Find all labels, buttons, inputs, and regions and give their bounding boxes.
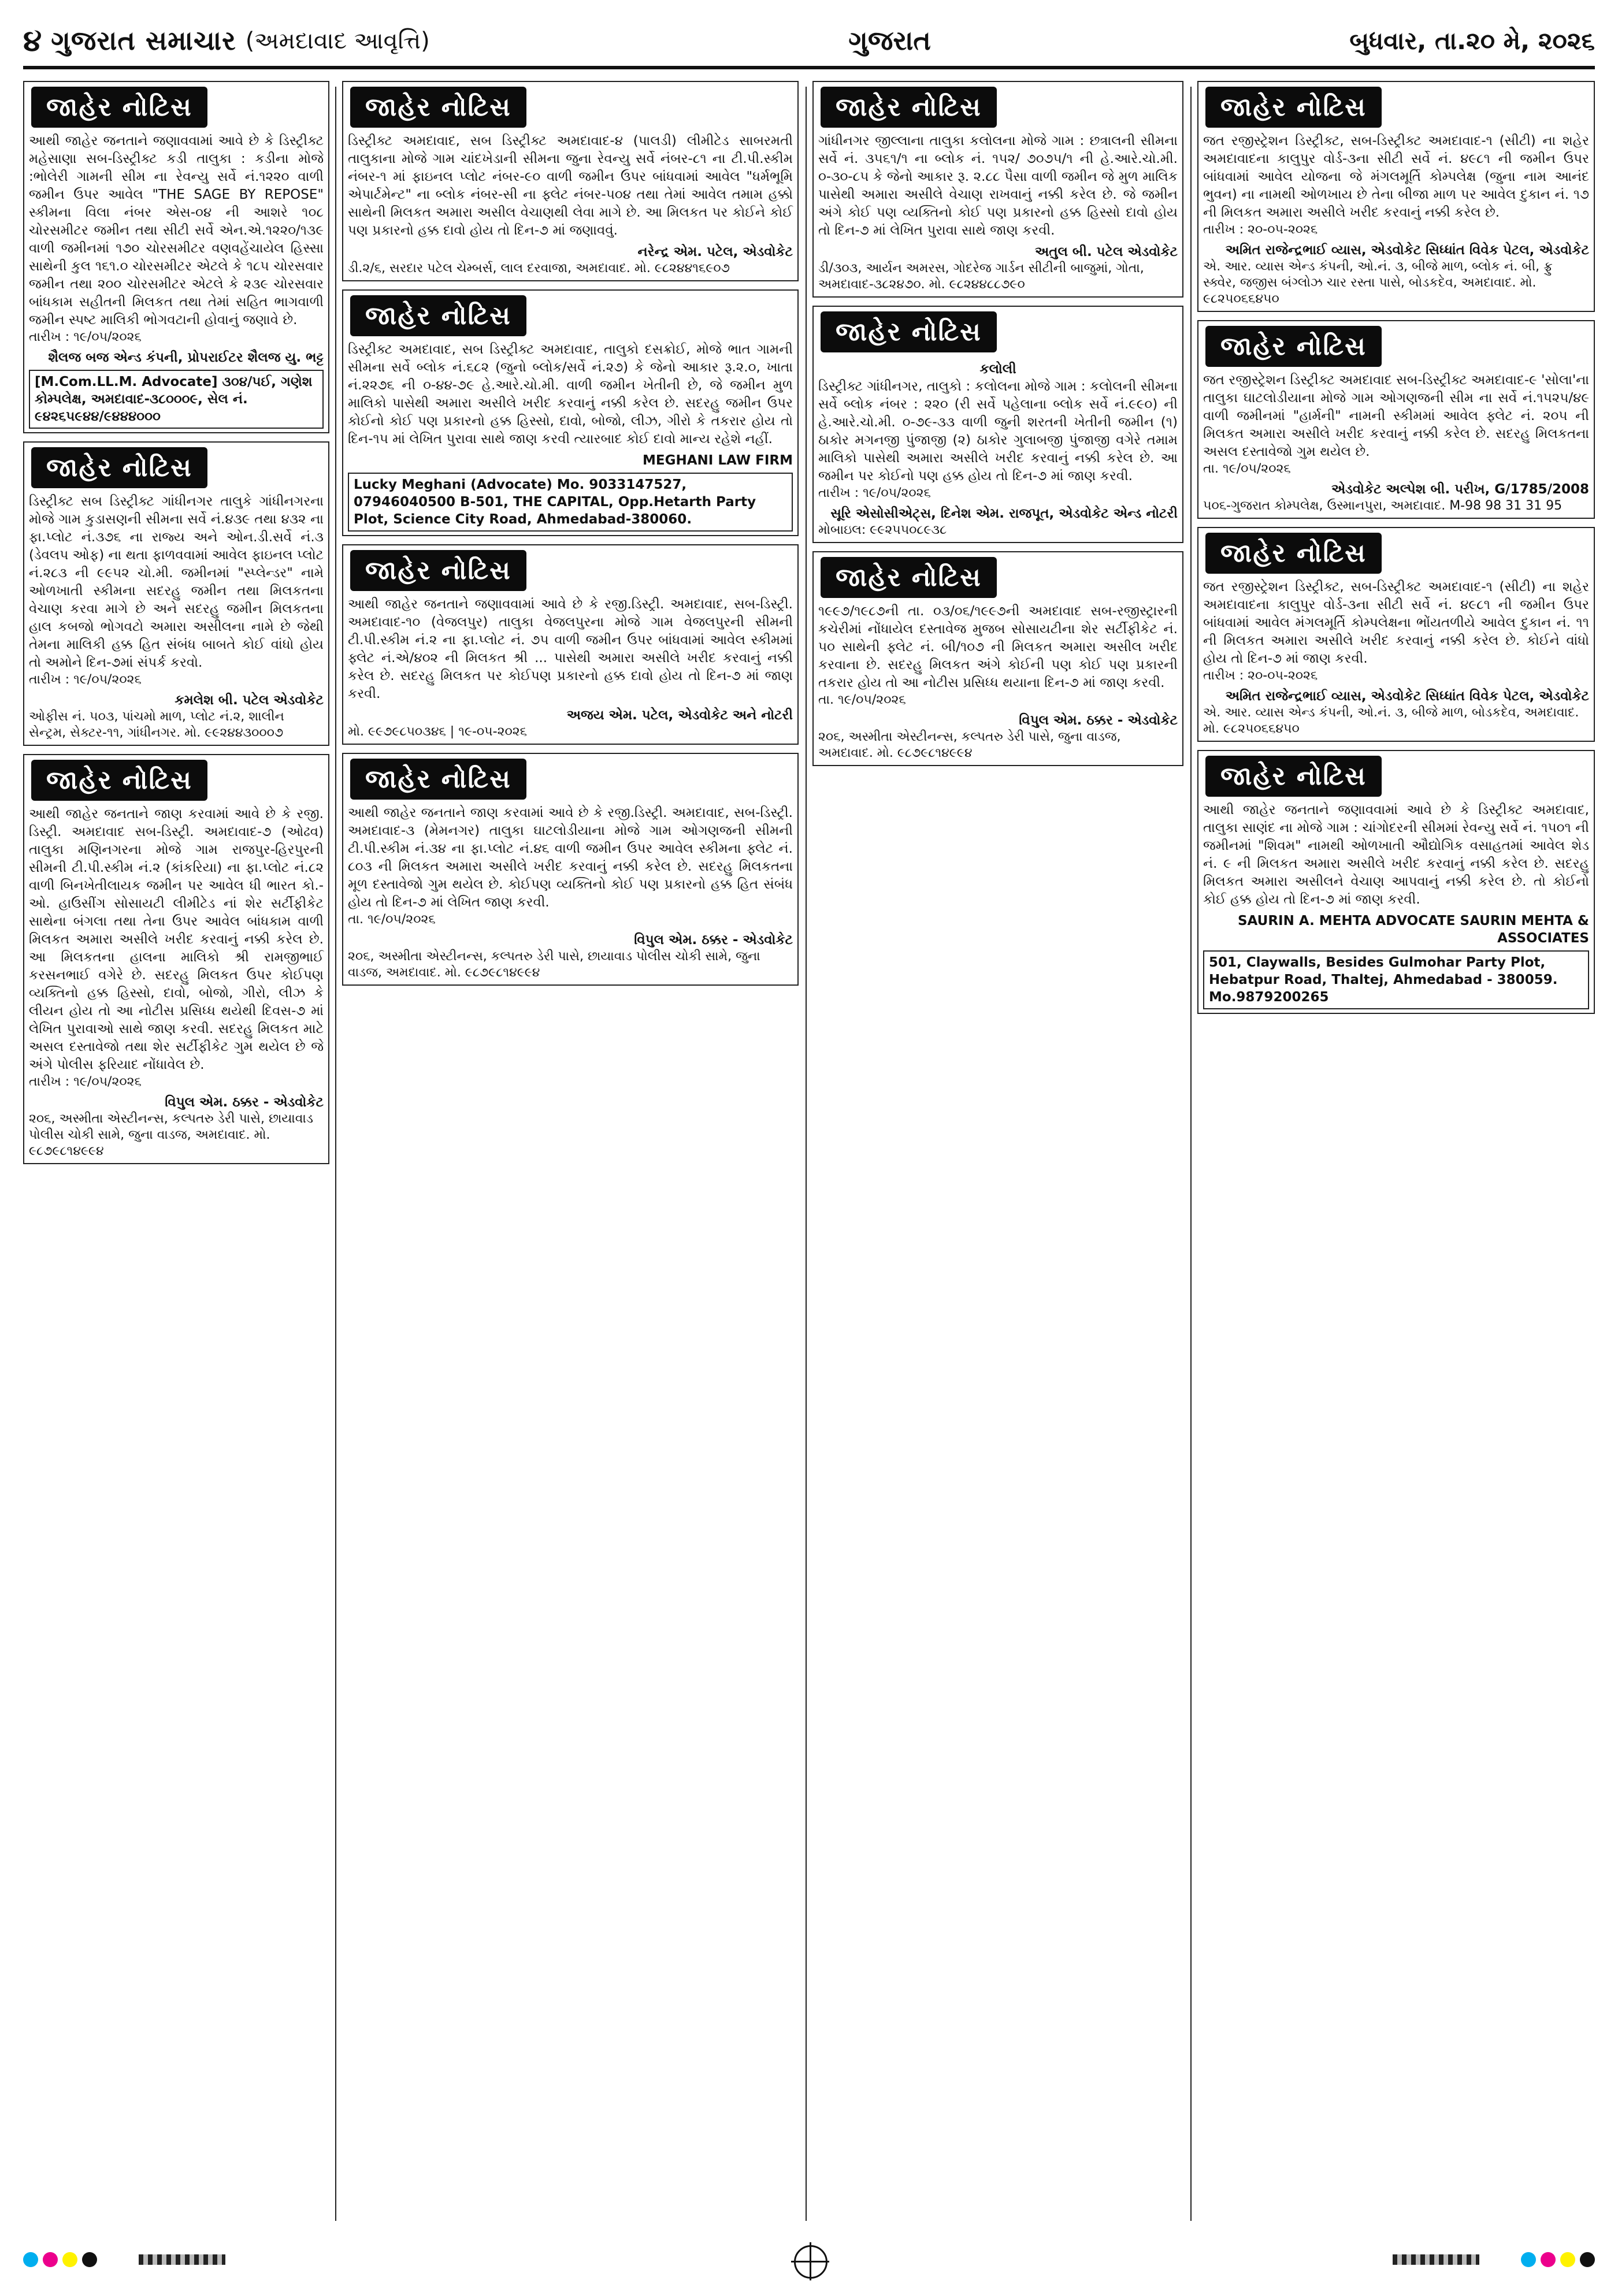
registration-mark-icon (794, 2245, 827, 2279)
notice-body: આથી જાહેર જનતાને જાણ કરવામાં આવે છે કે રજી.ડિસ્ટ્રી. અમદાવાદ, સબ-ડિસ્ટ્રી. અમદાવાદ-૩ (મેમનગર) તાલુકા ઘાટલોડીયાના મોજે ગામ ઓગણજની સીમની ટી.પી.સ્કીમ નં.૩૪ ના ફા.પ્લોટ નં.૪૬ વાળી જમીન ઉપર આવેલ સ્કીમના ફ્લેટ નં. ૮૦૩ ની મિલકત અમારા અસીલે ખરીદ કરવાનું નક્કી કરેલ છે. સદરહુ મિલકતના મૂળ દસ્તાવેજો ગુમ થયેલ છે. કોઈપણ વ્યક્તિનો કોઈ પણ પ્રકારનો હક્ક હિત સંબંધ હોય તો દિન-૭ માં લેખિત જાણ કરવી. (348, 805, 793, 910)
public-notice-ad (812, 551, 1183, 766)
public-notice-ad (812, 81, 1183, 298)
notice-date: તારીખ : ૧૯/૦૫/૨૦૨૬ (29, 1075, 142, 1089)
public-notice-ad (342, 81, 799, 281)
notice-heading: જાહેર નોટિસ (821, 87, 997, 128)
tone-strip (139, 2254, 225, 2265)
masthead (23, 16, 1595, 69)
notice-date: તારીખ : ૨૦-૦૫-૨૦૨૬ (1203, 668, 1318, 683)
notice-heading: જાહેર નોટિસ (350, 759, 526, 800)
advocate-address: 501, Claywalls, Besides Gulmohar Party Plot, Hebatpur Road, Thaltej, Ahmedabad - 380059. Mo.9879200265 (1203, 950, 1589, 1009)
notice-body: જત રજીસ્ટ્રેશન ડિસ્ટ્રીક્ટ, સબ-ડિસ્ટ્રીક્ટ અમદાવાદ-૧ (સીટી) ના શહેર અમદાવાદના કાલુપુર વોર્ડ-૩ના સીટી સર્વે નં. ૪૯૮૧ ની જમીન ઉપર બાંધવામાં આવેલ યોજના જે મંગલમૂર્તિ કોમ્પલેક્ષ (જુના નામ આનંદ ભુવન) ના નામથી ઓળખાય છે તેના બીજા માળ પર આવેલ દુકાન નં. ૧૭ ની મિલકત અમારા અસીલે ખરીદ કરવાનું નક્કી કરેલ છે. (1203, 133, 1589, 220)
black-dot (82, 2252, 97, 2267)
public-notice-ad (1197, 81, 1595, 312)
color-dots-left (23, 2252, 97, 2267)
notice-signature: નરેન્દ્ર એમ. પટેલ, એડવોકેટ (637, 244, 793, 259)
notice-signature: વિપુલ એમ. ઠક્કર - એડવોકેટ (165, 1095, 324, 1110)
notice-heading: જાહેર નોટિસ (31, 760, 207, 801)
public-notice-ad (812, 306, 1183, 543)
notice-body: ગાંધીનગર જીલ્લાના તાલુકા કલોલના મોજે ગામ : છત્રાલની સીમના સર્વે નં. ૩૫૬૧/૧ ના બ્લોક નં. ૧૫૨/ ૭૦૭૫/૧ ની હે.આરે.ચો.મી. ૦-૩૦-૮૫ કે જેનો આકાર રૂ. ૨.૮૮ પૈસા વાળી જમીન જે મુળ માલિક પાસેથી અમારા અસીલે વેચાણ રાખવાનું નક્કી કરેલ છે. જે જમીન અંગે કોઈ પણ વ્યક્તિનો કોઈ પણ પ્રકારનો હક્ક હિસ્સો દાવો હોય તો દિન-૭ માં લેખિત પુરાવા સાથે જાણ કરવી. (818, 133, 1178, 238)
notice-date: તારીખ : ૨૦-૦૫-૨૦૨૬ (1203, 222, 1318, 237)
notice-body: આથી જાહેર જનતાને જણાવવામાં આવે છે કે રજી.ડિસ્ટ્રી. અમદાવાદ, સબ-ડિસ્ટ્રી. અમદાવાદ-૧૦ (વેજલપુર) તાલુકા વેજલપુરના મોજે ગામ વેજલપુરની સીમની ટી.પી.સ્કીમ નં.૨ ના ફા.પ્લોટ નં. ૭૫ વાળી જમીન ઉપર બાંધવામાં આવેલ સ્કીમમાં ફ્લેટ નં.એ/૪૦૨ ની મિલકત શ્રી ... પાસેથી અમારા અસીલે ખરીદ કરવાનું નક્કી કરેલ છે. સદરહુ મિલકત પર કોઈપણ પ્રકારનો હક્ક દાવો હોય તો દિન-૭ માં જાણ કરવી. (348, 597, 793, 701)
notice-body: ડિસ્ટ્રીક્ટ અમદાવાદ, સબ ડિસ્ટ્રીક્ટ અમદાવાદ-૪ (પાલડી) લીમીટેડ સાબરમતી તાલુકાના મોજે ગામ ચાંદખેડાની સીમના જુના રેવન્યુ સર્વે નંબર-૮૧ ના ટી.પી.સ્કીમ નંબર-૧ માં ફાઇનલ પ્લોટ નંબર-૯૦ વાળી જમીન ઉપર બાંધવામાં આવેલ "ધર્મભૂમિ એપાર્ટમેન્ટ" ના બ્લોક નંબર-સી ના ફ્લેટ નંબર-૫૦૪ તથા તેમાં આવેલ તમામ હક્કો સાથેની મિલકત અમારા અસીલ વેચાણથી લેવા માગે છે. આ મિલકત પર કોઈને કોઈ પણ પ્રકારનો હક્ક દાવો હોય તો દિન-૭ માં જણાવવું. (348, 133, 793, 238)
notice-signature: સૂરિ એસોસીએટ્સ, દિનેશ એમ. રાજપૂત, એડવોકેટ એન્ડ નોટરી (830, 506, 1178, 521)
public-notice-ad (1197, 320, 1595, 519)
public-notice-ad (342, 289, 799, 536)
public-notice-ad (23, 81, 329, 433)
public-notice-ad (342, 753, 799, 986)
notice-date: તારીખ : ૧૯/૦૫/૨૦૨૬ (818, 486, 931, 500)
notice-signature: શૈલજ બજ એન્ડ કંપની, પ્રોપરાઈટર શૈલજ યુ. ભટ્ટ (48, 350, 324, 365)
advocate-address: મોબાઇલ: ૯૯૨૫૫૦૮૯૩૮ (818, 523, 947, 537)
magenta-dot (43, 2252, 58, 2267)
column-2 (342, 81, 799, 2228)
notice-signature: SAURIN A. MEHTA ADVOCATE SAURIN MEHTA & ASSOCIATES (1237, 913, 1589, 946)
notice-signature: અતુલ બી. પટેલ એડવોકેટ (1034, 244, 1178, 259)
notice-signature: અમિત રાજેન્દ્રભાઈ વ્યાસ, એડવોકેટ સિધ્ધાંત વિવેક પેટલ, એડવોકેટ (1225, 243, 1589, 258)
notice-heading: જાહેર નોટિસ (350, 295, 526, 336)
notice-date: તારીખ : ૧૯/૦૫/૨૦૨૬ (29, 330, 142, 344)
notice-signature: MEGHANI LAW FIRM (642, 453, 793, 468)
notice-signature: વિપુલ એમ. ઠક્કર - એડવોકેટ (634, 932, 793, 948)
yellow-dot (62, 2252, 77, 2267)
notice-body: આથી જાહેર જનતાને જણાવવામાં આવે છે કે ડિસ્ટ્રીક્ટ અમદાવાદ, તાલુકા સાણંદ ના મોજે ગામ : ચાંગોદરની સીમમાં રેવન્યુ સર્વે નં. ૧૫૦૧ ની જમીનમાં "શિવમ" નામથી ઓળખાતી ઔદ્યોગિક વસાહતમાં આવેલ શેડ નં. ૯ ની મિલકત અમારા અસીલે ખરીદ કરવાનું નક્કી કરેલ છે. સદરહુ મિલકત અમારા અસીલને વેચાણ આપવાનું નક્કી કરેલ છે. તો કોઈનો કોઈ હક્ક હોય તો દિન-૭ માં જાણ કરવી. (1203, 803, 1589, 907)
newspaper-title: ગુજરાત સમાચાર (51, 25, 236, 56)
advocate-address: [M.Com.LL.M. Advocate] ૩૦૪/૫ઈ, ગણેશ કોમ્પલેક્ષ, અમદાવાદ-૩૮૦૦૦૯, સેલ નં. ૯૪૨૬૫૯૪૪/૯૪૪૪૦૦૦ (29, 370, 324, 429)
page-number: ૪ (23, 23, 42, 58)
notice-heading: જાહેર નોટિસ (350, 87, 526, 128)
advocate-address: ૫૦૬-ગુજરાત કોમ્પલેક્ષ, ઉસ્માનપુરા, અમદાવાદ. M-98 98 31 31 95 (1203, 499, 1563, 513)
column-rule (1190, 87, 1192, 2221)
column-3 (812, 81, 1183, 2228)
notice-body: આથી જાહેર જનતાને જાણ કરવામાં આવે છે કે રજી. ડિસ્ટ્રી. અમદાવાદ સબ-ડિસ્ટ્રી. અમદાવાદ-૭ (ઓઢવ) તાલુકા મણિનગરના મોજે ગામ રાજપુર-હિરપુરની સીમની ટી.પી.સ્કીમ નં.૨ (કાંકરિયા) ના ફા.પ્લોટ નં.૮૨ વાળી બિનખેતીલાયક જમીન પર આવેલ ધી ભારત કો.-ઓ. હાઉસીંગ સોસાયટી લીમીટેડ નાં શેર સર્ટીફીકેટ સાથેના બંગલા તથા તેના ઉપર આવેલ બાંધકામ વાળી મિલકત અમારા અસીલે ખરીદ કરવાનું નક્કી કરેલ છે. આ મિલકતના હાલના માલિકો શ્રી રામજીભાઈ કરસનભાઈ વગેરે છે. સદરહુ મિલકત ઉપર કોઈપણ વ્યક્તિનો હક્ક હિસ્સો, દાવો, બોજો, ગીરો, લીઝ કે લીયન હોય તો આ નોટીસ પ્રસિધ્ધ થયેથી દિવસ-૭ માં લેખિત પુરાવાઓ સાથે જાણ કરવી. સદરહુ મિલકત માટે અસલ દસ્તાવેજો તથા શેર સર્ટીફીકેટ ગુમ થયેલ છે જે અંગે પોલીસ ફરિયાદ નોંધાવેલ છે. (29, 807, 324, 1072)
notice-heading: જાહેર નોટિસ (1205, 87, 1382, 128)
notice-body: ડિસ્ટ્રીક્ટ સબ ડિસ્ટ્રીક્ટ ગાંધીનગર તાલુકે ગાંધીનગરના મોજે ગામ કુડાસણની સીમના સર્વે નં.૪૩૯ તથા ૪૩૨ ના ફા.પ્લોટ નં.૩૭૬ ના રાજ્ય અને ઓન.ડી.સર્વે નં.૩ (ડેવલપ ઓફ) ના થતા ફાળવવામાં આવેલ ફાઇનલ પ્લોટ નં.૨૮૩ ની ૯૯૫૨ ચો.મી. જમીનમાં "સ્પ્લેન્ડર" નામે ઓળખાતી સ્કીમના સદરહુ જમીન તથા મિલકતના વેચાણ કરવા માગે છે અને સદરહુ જમીન મિલકતના હાલ કબજો ભોગવટો અમારા અસીલના નામે છે જેથી તેમના માલિકી હક્ક હિત સંબંધ બાબતે કોઈ વાંધો હોય તો અમોને દિન-૭માં સંપર્ક કરવો. (29, 494, 324, 670)
issue-date: બુધવાર, તા.૨૦ મે, ૨૦૨૬ (1349, 27, 1595, 55)
cyan-dot (1521, 2252, 1536, 2267)
advocate-address: મો. ૯૯૭૯૮૫૦૩૪૬ | ૧૯-૦૫-૨૦૨૬ (348, 725, 527, 739)
color-dots-right (1521, 2252, 1595, 2267)
notice-heading: જાહેર નોટિસ (350, 550, 526, 591)
public-notice-ad (342, 544, 799, 745)
column-rule (335, 87, 336, 2221)
public-notice-ad (23, 441, 329, 746)
black-dot (1580, 2252, 1595, 2267)
notice-heading: જાહેર નોટિસ (821, 311, 997, 352)
notice-body: ૧૯૯૭/૧૯૮૭ની તા. ૦૩/૦૬/૧૯૯૭ની અમદાવાદ સબ-રજીસ્ટ્રારની કચેરીમાં નોંધાયેલ દસ્તાવેજ મુજબ સોસાયટીના શેર સર્ટીફીકેટ નં. ૫૦ સાથેની ફ્લેટ નં. બી/૧૦૭ ની મિલકત અમારા અસીલ ખરીદ કરવાના છે. સદરહુ મિલકત અંગે કોઈની પણ કોઈ પણ પ્રકારની તકરાર હોય તો આ નોટીસ પ્રસિધ્ધ થયાના દિન-૭ માં જાણ કરવી. (818, 604, 1178, 690)
advocate-address: ૨૦૬, અસ્મીતા એસ્ટીનન્સ, કલ્પતરુ ડેરી પાસે, છાયાવાડ પોલીસ ચોકી સામે, જુના વાડજ, અમદાવાદ. મો. ૯૮૭૯૮૧૪૯૯૪ (348, 949, 760, 980)
section-title: ગુજરાત (848, 25, 931, 56)
tone-strip (1393, 2254, 1479, 2265)
advocate-address: એ. આર. વ્યાસ એન્ડ કંપની, ઓ.નં. ૩, બીજે માળ, બોડકદેવ, અમદાવાદ. મો. ૯૮૨૫૦૬૬૪૫૦ (1203, 705, 1579, 736)
public-notice-ad (23, 754, 329, 1164)
notice-signature: એડવોકેટ અલ્પેશ બી. પરીખ, G/1785/2008 (1331, 482, 1589, 497)
advocate-address: Lucky Meghani (Advocate) Mo. 9033147527, 07946040500 B-501, THE CAPITAL, Opp.Hetarth Party Plot, Science City Road, Ahmedabad-380060. (348, 473, 793, 532)
notice-heading: જાહેર નોટિસ (31, 447, 207, 488)
advocate-address: ૨૦૬, અસ્મીતા એસ્ટીનન્સ, કલ્પતરુ ડેરી પાસે, છાયાવાડ પોલીસ ચોકી સામે, જુના વાડજ, અમદાવાદ. મો. ૯૮૭૯૮૧૪૯૯૪ (29, 1112, 313, 1158)
notice-signature: વિપુલ એમ. ઠક્કર - એડવોકેટ (1019, 713, 1178, 728)
notice-date: તારીખ : ૧૯/૦૫/૨૦૨૬ (29, 673, 142, 687)
notice-heading: જાહેર નોટિસ (1205, 326, 1382, 367)
notice-heading: જાહેર નોટિસ (1205, 756, 1382, 797)
advocate-address: ૨૦૬, અસ્મીતા એસ્ટીનન્સ, કલ્પતરુ ડેરી પાસે, જુના વાડજ, અમદાવાદ. મો. ૯૮૭૯૮૧૪૯૯૪ (818, 730, 1121, 760)
notice-heading: જાહેર નોટિસ (1205, 533, 1382, 574)
public-notice-ad (1197, 750, 1595, 1014)
column-1 (23, 81, 329, 2228)
advocate-address: ડી/૩૦૩, આર્યન અમરસ, ગોદરેજ ગાર્ડન સીટીની બાજુમાં, ગોતા, અમદાવાદ-૩૮૨૪૭૦. મો. ૯૮૨૪૪૮૮૭૯૦ (818, 261, 1144, 292)
magenta-dot (1541, 2252, 1556, 2267)
notice-date: તા. ૧૯/૦૫/૨૦૨૬ (818, 693, 906, 707)
notice-body: જત રજીસ્ટ્રેશન ડિસ્ટ્રીક્ટ અમદાવાદ સબ-ડિસ્ટ્રીક્ટ અમદાવાદ-૯ 'સોલા'ના તાલુકા ઘાટલોડીયાના મોજે ગામ ઓગણજની સીમ ના સર્વે નં.૧૫૨૫/૪૯ વાળી જમીનમાં "હાર્મની" નામની સ્કીમમાં આવેલ ફ્લેટ નં. ૨૦૫ ની મિલકત અમારા અસીલે ખરીદ કરવાનું નક્કી કરેલ છે. સદરહુ મિલકતના અસલ દસ્તાવેજો ગુમ થયેલ છે. (1203, 373, 1589, 459)
notice-date: તા. ૧૯/૦૫/૨૦૨૬ (1203, 462, 1291, 476)
public-notice-ad (1197, 527, 1595, 742)
notice-body: ડિસ્ટ્રીક્ટ અમદાવાદ, સબ ડિસ્ટ્રીક્ટ અમદાવાદ, તાલુકો દસક્રોઈ, મોજે ભાત ગામની સીમના સર્વે બ્લોક નં.૬૮૨ (જુનો બ્લોક/સર્વે નં.૨૭) કે જેનો આકાર રૂ.૨.૦, ખાતા નં.૨૨૭૬ ની ૦-૪૪-૭૯ હે.આરે.ચો.મી. વાળી જમીન ખેતીની છે, જે જમીન મુળ માલિકો પાસેથી અમારા અસીલે ખરીદ કરવાનું નક્કી કરેલ છે. સદરહુ જમીન ઉપર કોઈનો કોઈ પણ પ્રકારનો હક્ક હિસ્સો, દાવો, બોજો, લીઝ, ગીરો કે તકરાર હોય તો દિન-૧૫ માં લેખિત પુરાવા સાથે જાણ કરવી ત્યારબાદ કોઈ દાવો માન્ય રહેશે નહીં. (348, 342, 793, 447)
cyan-dot (23, 2252, 38, 2267)
notice-heading: જાહેર નોટિસ (821, 557, 997, 598)
advocate-address: ઓફીસ નં. ૫૦૩, પાંચમો માળ, પ્લોટ નં.૨, શાલીન સેન્ટ્રમ, સેક્ટર-૧૧, ગાંધીનગર. મો. ૯૯૨૪૪૩૦૦૦૭ (29, 709, 284, 740)
notice-body: જત રજીસ્ટ્રેશન ડિસ્ટ્રીક્ટ, સબ-ડિસ્ટ્રીક્ટ અમદાવાદ-૧ (સીટી) ના શહેર અમદાવાદના કાલુપુર વોર્ડ-૩ના સીટી સર્વે નં. ૪૯૮૧ ની જમીન ઉપર બાંધવામાં આવેલ મંગલમૂર્તિ કોમ્પલેક્ષના ભોંયતળીયે આવેલ દુકાન નં. ૧૧ ની મિલકત અમારા અસીલે ખરીદ કરવાનું નક્કી કરેલ છે. કોઈને વાંધો હોય તો દિન-૭ માં જાણ કરવી. (1203, 579, 1589, 666)
edition-label: (અમદાવાદ આવૃત્તિ) (245, 28, 430, 54)
notice-body: ડિસ્ટ્રીક્ટ ગાંધીનગર, તાલુકો : કલોલના મોજે ગામ : કલોલની સીમના સર્વે બ્લોક નંબર : ૨૨૦ (રી સર્વે પહેલાના બ્લોક સર્વે નં.૯૯૦) ની હે.આરે.ચો.મી. ૦-૭૯-૩૩ વાળી જુની શરતની ખેતીની જમીન (૧) ઠાકોર મગનજી પુંજાજી (૨) ઠાકોર ગુલાબજી પુંજાજી વગેરે તમામ માલિકો પાસેથી અમારા અસીલે ખરીદ કરવાનું નક્કી કરેલ છે. આ જમીન પર કોઈનો પણ હક્ક હોય તો દિન-૭ માં જાણ કરવી. (818, 379, 1178, 484)
notice-signature: અમિત રાજેન્દ્રભાઈ વ્યાસ, એડવોકેટ સિધ્ધાંત વિવેક પેટલ, એડવોકેટ (1225, 689, 1589, 704)
column-4 (1197, 81, 1595, 2228)
yellow-dot (1560, 2252, 1575, 2267)
advocate-address: એ. આર. વ્યાસ એન્ડ કંપની, ઓ.નં. ૩, બીજે માળ, બ્લોક નં. બી, ફ્રુ સ્ક્વેર, જજીસ બંગ્લોઝ ચાર રસ્તા પાસે, બોડકદેવ, અમદાવાદ. મો. ૯૮૨૫૦૬૬૪૫૦ (1203, 259, 1553, 306)
masthead-left (23, 24, 430, 59)
notice-body: આથી જાહેર જનતાને જણાવવામાં આવે છે કે ડિસ્ટ્રીક્ટ મહેસાણા સબ-ડિસ્ટ્રીક્ટ કડી તાલુકા : કડીના મોજે :ભોલેરી ગામની સીમ ના રેવન્યુ સર્વે નં.૧૨૨૦ વાળી જમીન ઉપર આવેલ "THE SAGE BY REPOSE" સ્કીમના વિલા નંબર એસ-૦૪ ની આશરે ૧૦૮ ચોરસમીટર જમીન તથા સીટી સર્વે એન.એ.૧૨૨૦/૧૩૯ વાળી જમીનમાં ૧૭૦ ચોરસમીટર વણવહેંચાયેલ હિસ્સા સાથેની કુલ ૧૬૧.૦ ચોરસમીટર એટલે કે ૧૮૫ ચોરસવાર જમીન તથા ૨૦૦ ચોરસમીટર એટલે કે ૨૩૯ ચોરસવાર બાંધકામ સહીતની મિલકત તથા તેમાં સહિત ભાગવાળી જમીન સ્પષ્ટ માલિકી ભોગવટાની હોવાનું જણાવે છે. (29, 133, 324, 328)
notice-signature: અજય એમ. પટેલ, એડવોકેટ અને નોટરી (566, 708, 793, 723)
notice-subheading: કલોલી (979, 362, 1016, 377)
column-rule (806, 87, 807, 2221)
notice-heading: જાહેર નોટિસ (31, 87, 207, 128)
notice-date: તા. ૧૯/૦૫/૨૦૨૬ (348, 912, 436, 927)
print-registration-bar (23, 2243, 1595, 2276)
notice-signature: કમલેશ બી. પટેલ એડવોકેટ (175, 693, 324, 708)
advocate-address: ડી.૨/૬, સરદાર પટેલ ચેમ્બર્સ, લાલ દરવાજા, અમદાવાદ. મો. ૯૮૨૪૪૧૬૯૦૭ (348, 261, 730, 276)
